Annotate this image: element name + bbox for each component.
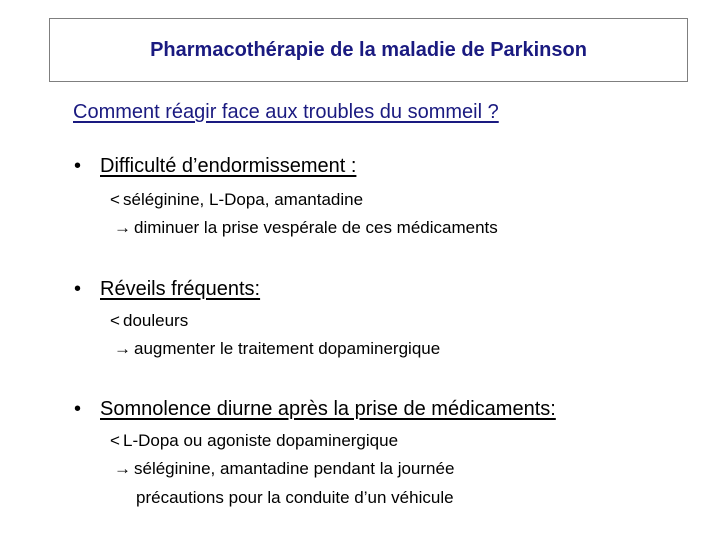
bullet-icon: • [74, 398, 82, 420]
arrow-right-icon: → [114, 339, 131, 358]
bullet-icon: • [74, 278, 82, 300]
action-line [114, 339, 440, 359]
cause-text: séléginine, L-Dopa, amantadine [123, 190, 364, 209]
action-line [114, 459, 454, 479]
action-text: séléginine, amantadine pendant la journée [134, 459, 455, 478]
bullet-item-reveils [74, 278, 260, 301]
action-text: diminuer la prise vespérale de ces médicaments [134, 218, 498, 237]
less-than-icon: < [110, 311, 120, 330]
title-box [49, 18, 688, 82]
extra-text: précautions pour la conduite d’un véhicule [136, 488, 454, 507]
slide-title: Pharmacothérapie de la maladie de Parkinson [150, 38, 587, 61]
bullet-item-difficulte [74, 155, 356, 178]
action-text: augmenter le traitement dopaminergique [134, 339, 441, 358]
bullet-icon: • [74, 155, 82, 177]
slide-subtitle: Comment réagir face aux troubles du sommeil ? [73, 101, 499, 123]
action-line [114, 218, 498, 238]
bullet-heading: Somnolence diurne après la prise de médicaments: [100, 398, 556, 420]
bullet-heading: Réveils fréquents: [100, 278, 261, 300]
less-than-icon: < [110, 431, 120, 450]
bullet-item-somnolence [74, 398, 556, 421]
cause-line [110, 190, 363, 210]
less-than-icon: < [110, 190, 120, 209]
bullet-heading: Difficulté d’endormissement : [100, 155, 357, 177]
extra-line [136, 488, 454, 508]
arrow-right-icon: → [114, 218, 131, 237]
cause-line [110, 431, 398, 451]
cause-text: L-Dopa ou agoniste dopaminergique [123, 431, 399, 450]
arrow-right-icon: → [114, 459, 131, 478]
cause-line [110, 311, 188, 331]
cause-text: douleurs [123, 311, 189, 330]
